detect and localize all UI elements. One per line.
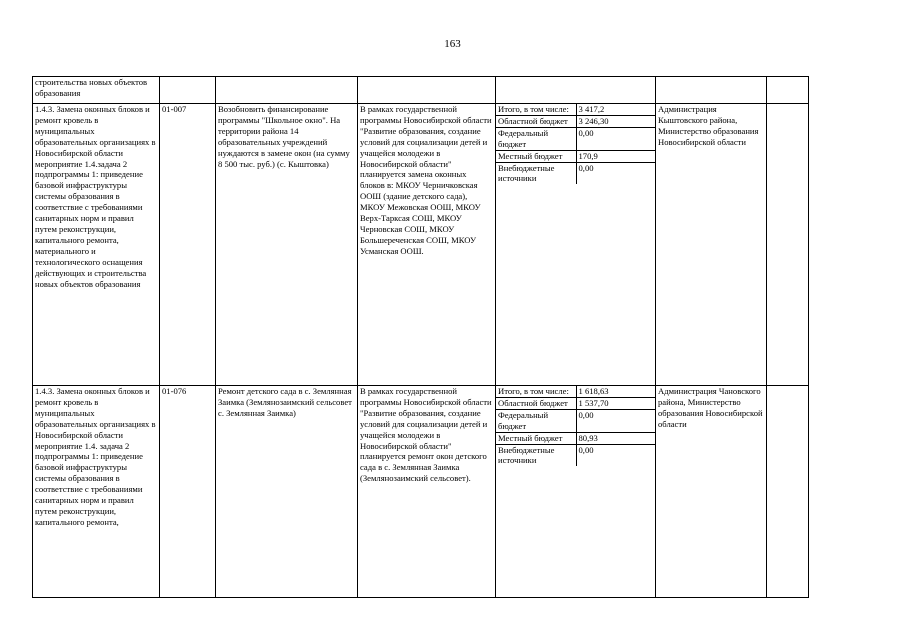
financing-row — [496, 432, 655, 444]
financing-cell — [496, 104, 656, 386]
funding-source: Федеральный бюджет — [496, 127, 576, 150]
executor-cell-text: Администрация Кыштовского района, Министерство образования Новосибирской области — [658, 104, 759, 147]
executor-cell-text: Администрация Чановского района, Министерство образования Новосибирской области — [658, 386, 763, 429]
description-cell — [358, 77, 496, 104]
financing-row — [496, 409, 655, 432]
executor-cell — [656, 104, 767, 386]
financing-row — [496, 444, 655, 466]
measures-table — [32, 76, 809, 598]
measure-cell-text: 1.4.3. Замена оконных блоков и ремонт кровель в муниципальных образовательных организациях в Новосибирской области мероприятие 1.4.задача 2 подпрограммы 1: приведение базовой инфраструктуры системы образования в соответствие с требованиями санитарных норм и правил путем реконструкции, капитального ремонта, материального и технологического оснащения действующих и строительства новых объектов образования — [35, 104, 156, 289]
funding-source: Итого, в том числе: — [496, 386, 576, 397]
note-cell — [767, 386, 809, 598]
financing-table — [496, 386, 655, 466]
funding-source: Местный бюджет — [496, 150, 576, 162]
description-cell — [358, 104, 496, 386]
funding-source: Федеральный бюджет — [496, 409, 576, 432]
action-cell — [216, 386, 358, 598]
note-cell — [767, 104, 809, 386]
financing-table — [496, 104, 655, 184]
measure-cell — [33, 386, 160, 598]
description-cell — [358, 386, 496, 598]
page-number: 163 — [444, 38, 461, 50]
financing-row — [496, 386, 655, 397]
measure-cell-text: строительства новых объектов образования — [35, 77, 148, 98]
measure-cell — [33, 77, 160, 104]
code-cell-text: 01-007 — [162, 104, 187, 114]
action-cell-text: Ремонт детского сада в с. Землянная Заимка (Землянозаимский сельсовет с. Землянная Заимка) — [218, 386, 352, 418]
financing-row — [496, 397, 655, 409]
financing-row — [496, 127, 655, 150]
funding-amount: 1 618,63 — [576, 386, 655, 397]
funding-source: Областной бюджет — [496, 397, 576, 409]
executor-cell — [656, 386, 767, 598]
funding-amount: 3 246,30 — [576, 115, 655, 127]
financing-row — [496, 150, 655, 162]
note-cell — [767, 77, 809, 104]
action-cell — [216, 104, 358, 386]
financing-row — [496, 115, 655, 127]
funding-amount: 170,9 — [576, 150, 655, 162]
funding-source: Итого, в том числе: — [496, 104, 576, 115]
funding-amount: 0,00 — [578, 444, 594, 455]
financing-row — [496, 104, 655, 115]
description-cell-text: В рамках государственной программы Новосибирской области "Развитие образования, создание условий для социализации детей и учащейся молодежи в Новосибирской области" планируется ремонт окон детского сада в с. Землянная Заимка (Землянозаимский сельсовет). — [360, 386, 492, 484]
code-cell — [160, 386, 216, 598]
action-cell — [216, 77, 358, 104]
funding-source: Внебюджетные источники — [496, 162, 576, 184]
funding-amount: 0,00 — [576, 127, 655, 150]
financing-cell — [496, 77, 656, 104]
code-cell — [160, 77, 216, 104]
table-row — [33, 77, 809, 104]
funding-amount: 0,00 — [576, 409, 655, 432]
funding-source: Внебюджетные источники — [496, 444, 576, 466]
funding-source: Областной бюджет — [496, 115, 576, 127]
funding-amount: 80,93 — [576, 432, 655, 444]
measure-cell-text: 1.4.3. Замена оконных блоков и ремонт кровель в муниципальных образовательных организациях в Новосибирской области мероприятие 1.4. задача 2 подпрограммы 1: приведение базовой инфраструктуры системы образования в соответствие с требованиями санитарных норм и правил путем реконструкции, капитального ремонта, — [35, 386, 156, 527]
funding-amount: 1 537,70 — [576, 397, 655, 409]
table-row — [33, 104, 809, 386]
funding-amount: 0,00 — [578, 162, 594, 173]
funding-source: Местный бюджет — [496, 432, 576, 444]
measure-cell — [33, 104, 160, 386]
code-cell-text: 01-076 — [162, 386, 187, 396]
financing-row — [496, 162, 655, 184]
description-cell-text: В рамках государственной программы Новосибирской области "Развитие образования, создание условий для социализации детей и учащейся молодежи в Новосибирской области" планируется замена оконных блоков в: МКОУ Черничковская ООШ (здание детского сада), МКОУ Межовская ООШ, МКОУ Верх-Тарксая СОШ, МКОУ Черновская СОШ, МКОУ Большереченская СОШ, МКОУ Усманская ООШ. — [360, 104, 492, 256]
financing-cell — [496, 386, 656, 598]
code-cell — [160, 104, 216, 386]
executor-cell — [656, 77, 767, 104]
funding-amount: 3 417,2 — [576, 104, 655, 115]
action-cell-text: Возобновить финансирование программы "Школьное окно". На территории района 14 образовательных учреждений нуждаются в замене окон (на сумму 8 500 тыс. руб.) (с. Кыштовка) — [218, 104, 350, 169]
table-row — [33, 386, 809, 598]
